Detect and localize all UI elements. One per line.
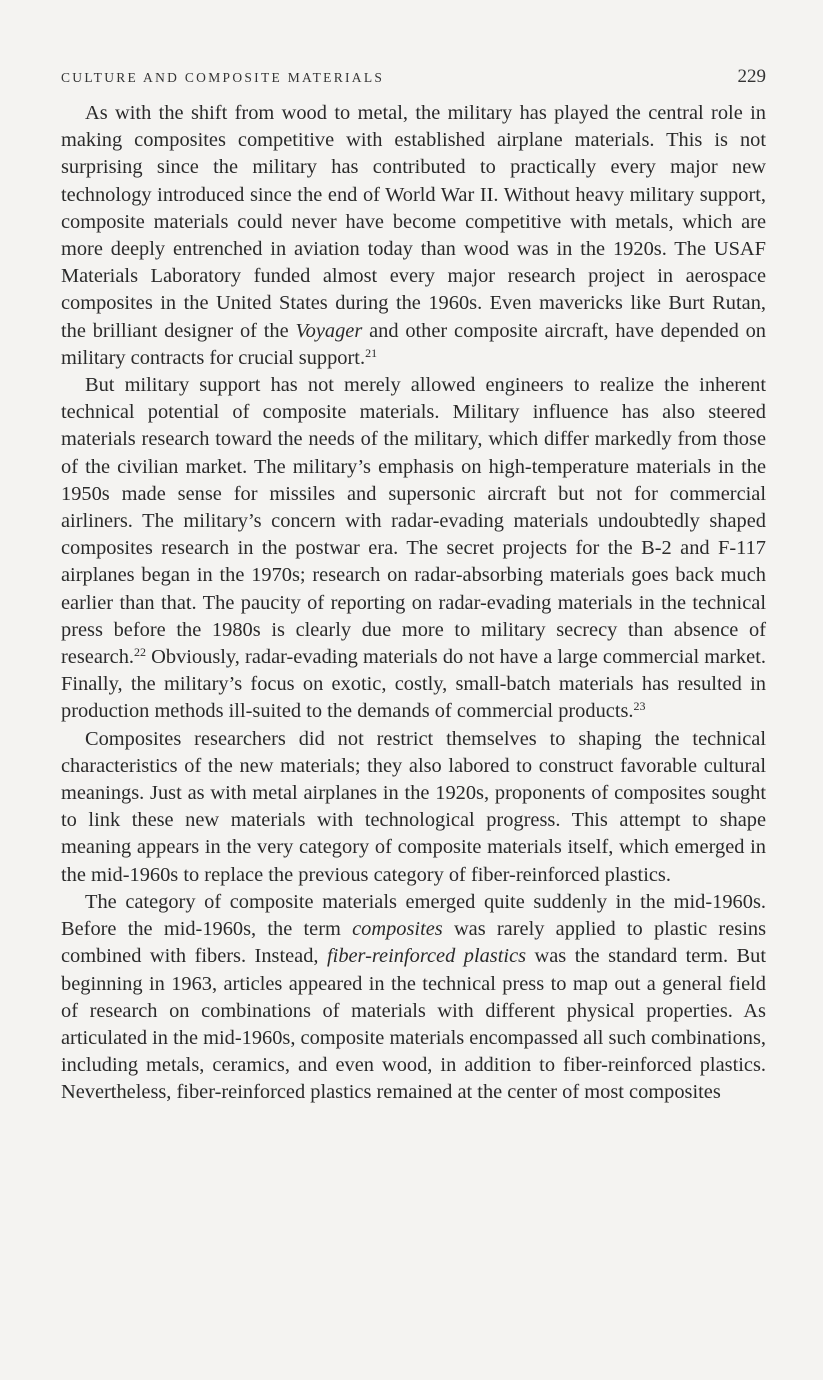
- text-span: Composites researchers did not restrict themselves to shaping the technical characteristics of the new materials; they also labored to construct favorable cultural meanings. Just as with metal airplanes in the 1920s, proponents of composites sought to link these new materials with technological progress. This attempt to shape meaning appears in the very category of composite materials itself, which emerged in the mid-1960s to replace the previous category of fiber-reinforced plastics.: [61, 727, 766, 886]
- paragraph-1: [61, 100, 766, 372]
- italic-title: Voyager: [295, 319, 363, 342]
- page-number: 229: [737, 66, 766, 87]
- paragraph-4: [61, 889, 766, 1107]
- text-span: was the standard term. But beginning in 1963, articles appeared in the technical press to map out a general field of research on combinations of materials with different physical properties. As articulated in the mid-1960s, composite materials encompassed all such combinations, including metals, ceramics, and even wood, in addition to fiber-reinforced plastics. Nevertheless, fiber-reinforced plastics remained at the center of most composites: [61, 945, 767, 1104]
- paragraph-3: [61, 726, 766, 889]
- running-head: [61, 66, 766, 88]
- text-span: Obviously, radar-evading materials do not have a large commercial market. Finally, the military’s focus on exotic, costly, small-batch materials has resulted in production methods ill-suited to the demands of commercial products.: [61, 646, 766, 723]
- footnote-ref: 21: [365, 345, 378, 360]
- body-text: [61, 100, 766, 1107]
- footnote-ref: 23: [633, 699, 646, 714]
- text-span: The category of composite materials emerged quite suddenly in the mid-1960s. Before the mid-1960s, the term: [61, 890, 766, 941]
- paragraph-2: [61, 372, 766, 726]
- italic-term: fiber-reinforced plastics: [326, 945, 527, 968]
- italic-term: composites: [352, 918, 443, 941]
- footnote-ref: 22: [134, 645, 147, 660]
- text-span: and other composite aircraft, have depended on military contracts for crucial support.: [61, 319, 766, 369]
- text-span: was rarely applied to plastic resins combined with fibers. Instead,: [61, 918, 766, 968]
- running-title: CULTURE AND COMPOSITE MATERIALS: [61, 70, 385, 85]
- text-span: As with the shift from wood to metal, the military has played the central role in making composites competitive with established airplane materials. This is not surprising since the military has contributed to practically every major new technology introduced since the end of World War II. Without heavy military support, composite materials could never have become competitive with metals, which are more deeply entrenched in aviation today than wood was in the 1920s. The USAF Materials Laboratory funded almost every major research project in aerospace composites in the United States during the 1960s. Even mavericks like Burt Rutan, the brilliant designer of the: [61, 102, 766, 342]
- text-span: But military support has not merely allowed engineers to realize the inherent technical potential of composite materials. Military influence has also steered materials research toward the needs of the military, which differ markedly from those of the civilian market. The military’s emphasis on high-temperature materials in the 1950s made sense for missiles and supersonic aircraft but not for commercial airliners. The military’s concern with radar-evading materials undoubtedly shaped composites research in the postwar era. The secret projects for the B-2 and F-117 airplanes began in the 1970s; research on radar-absorbing materials goes back much earlier than that. The paucity of reporting on radar-evading materials in the technical press before the 1980s is clearly due more to military secrecy than absence of research.: [61, 374, 766, 669]
